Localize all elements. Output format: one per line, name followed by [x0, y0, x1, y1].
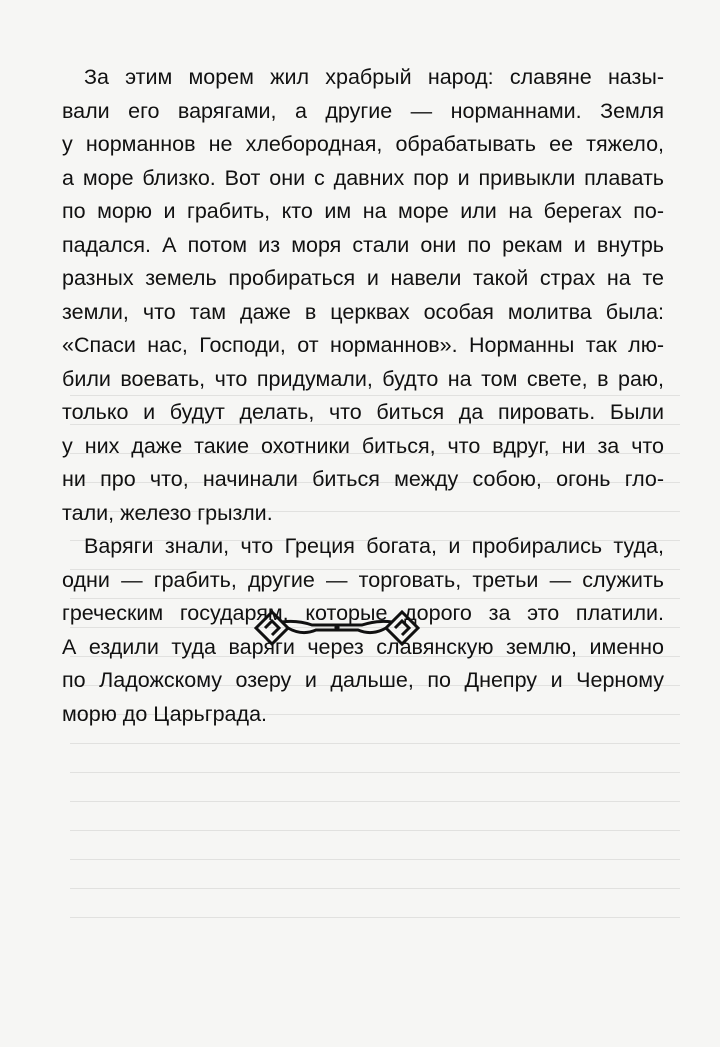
text-line: по морю и грабить, кто им на море или на берегах по-	[62, 199, 664, 223]
paragraph-1	[62, 61, 664, 530]
text-line: у них даже такие охотники биться, что вдруг, ни за что	[62, 433, 664, 458]
text-line: За этим морем жил храбрый народ: славяне назы-	[84, 65, 664, 89]
text-line: у норманнов не хлебородная, обрабатывать ее тяжело,	[62, 132, 664, 156]
text-line: а море близко. Вот они с давних пор и привыкли плавать	[62, 165, 664, 190]
ornament-divider-icon	[252, 606, 422, 650]
text-line: одни — грабить, другие — торговать, третьи — служить	[62, 567, 664, 592]
text-line: разных земель пробираться и навели такой страх на те	[62, 266, 664, 290]
text-line: греческим государям, которые дорого за это платили.	[62, 601, 664, 625]
text-line: ни про что, начинали биться между собою, огонь гло-	[62, 467, 664, 491]
text-line: только и будут делать, что биться да пировать. Были	[62, 400, 664, 424]
text-line: А ездили туда варяги через славянскую землю, именно	[62, 634, 664, 659]
text-line: Варяги знали, что Греция богата, и пробирались туда,	[84, 534, 664, 558]
text-line: тали, железо грызли.	[62, 500, 273, 525]
text-line: земли, что там даже в церквах особая молитва была:	[62, 299, 664, 324]
text-line: морю до Царьграда.	[62, 701, 267, 726]
text-line: «Спаси нас, Господи, от норманнов». Норманны так лю-	[62, 333, 664, 357]
text-line: падался. А потом из моря стали они по рекам и внутрь	[62, 232, 664, 257]
text-line: по Ладожскому озеру и дальше, по Днепру и Черному	[62, 668, 664, 692]
text-line: вали его варягами, а другие — норманнами. Земля	[62, 98, 664, 123]
text-line: били воевать, что придумали, будто на том свете, в раю,	[62, 366, 664, 391]
